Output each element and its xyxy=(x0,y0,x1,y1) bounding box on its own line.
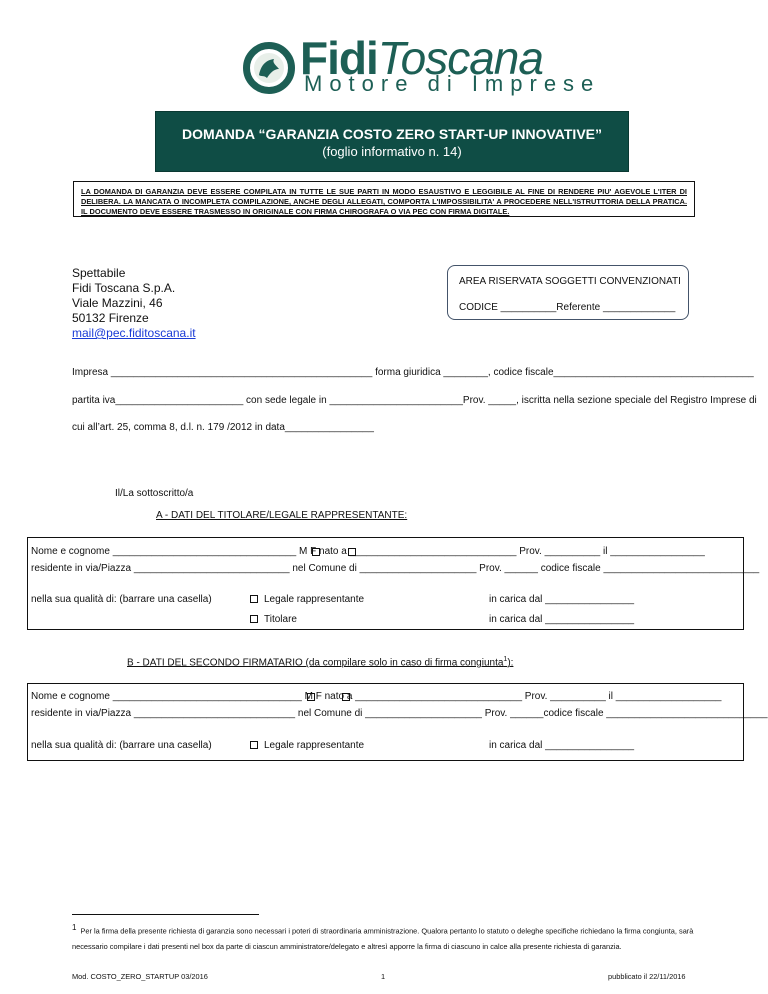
section-b-since-1[interactable]: in carica dal ________________ xyxy=(489,740,635,751)
section-a-row-1[interactable]: Nome e cognome _________________________________ M F nato a ______________________________ Prov. __________ il _________________ xyxy=(31,546,705,557)
footer-page-number: 1 xyxy=(381,972,386,981)
section-a-female-checkbox[interactable] xyxy=(348,548,356,556)
title-banner xyxy=(155,111,629,172)
addressee-street: Viale Mazzini, 46 xyxy=(72,296,163,310)
logo-emblem-icon xyxy=(243,42,295,94)
logo-wordmark: FidiToscana xyxy=(300,32,543,84)
checkbox-legal-representative[interactable] xyxy=(250,595,258,603)
reserved-code-field[interactable]: CODICE __________Referente _____________ xyxy=(459,302,676,313)
section-a-role-label: nella sua qualità di: (barrare una casella) xyxy=(31,594,212,605)
company-line-2[interactable]: partita iva_______________________ con sede legale in ________________________Prov. _____, iscritta nella sezione speciale del Registro Imprese di xyxy=(72,395,757,406)
addressee-email-link[interactable]: mail@pec.fiditoscana.it xyxy=(72,326,196,340)
signatory-intro: Il/La sottoscritto/a xyxy=(115,488,194,499)
page-title: DOMANDA “GARANZIA COSTO ZERO START-UP INNOVATIVE” xyxy=(181,126,602,142)
checkbox-owner[interactable] xyxy=(250,615,258,623)
section-a-male-checkbox[interactable] xyxy=(312,548,320,556)
notice-text: LA DOMANDA DI GARANZIA DEVE ESSERE COMPILATA IN TUTTE LE SUE PARTI IN MODO ESAUSTIVO E LEGGIBILE AL FINE DI RENDERE PIU' AGEVOLE L'ITER DI DELIBERA. LA MANCATA O INCOMPLETA COMPILAZIONE, ANCHE DEGLI ALLEGATI, COMPORTA L'IMPOSSIBILITA' A PROCEDERE NELL'ISTRUTTORIA DELLA PRATICA. IL DOCUMENTO DEVE ESSERE TRASMESSO IN ORIGINALE CON FIRMA CHIROGRAFA O VIA PEC CON FIRMA DIGITALE. xyxy=(81,187,687,216)
section-a-option-legal[interactable]: Legale rappresentante xyxy=(250,594,364,605)
footer-published-date: pubblicato il 22/11/2016 xyxy=(608,972,686,981)
section-a-since-2[interactable]: in carica dal ________________ xyxy=(489,614,635,625)
section-a-heading: A - DATI DEL TITOLARE/LEGALE RAPPRESENTANTE: xyxy=(156,510,408,521)
footnote-divider xyxy=(72,914,259,915)
footer-model-code: Mod. COSTO_ZERO_STARTUP 03/2016 xyxy=(72,972,208,981)
reserved-area-title: AREA RISERVATA SOGGETTI CONVENZIONATI xyxy=(459,276,681,287)
section-b-heading: B - DATI DEL SECONDO FIRMATARIO (da compilare solo in caso di firma congiunta$^1$): xyxy=(127,656,514,669)
section-b-female-checkbox[interactable] xyxy=(342,693,350,701)
section-b-role-label: nella sua qualità di: (barrare una casella) xyxy=(31,740,212,751)
reserved-area-box xyxy=(447,265,689,320)
section-a-row-2[interactable]: residente in via/Piazza ____________________________ nel Comune di _____________________ Prov. ______ codice fiscale ____________________________ xyxy=(31,563,760,574)
section-a-option-owner[interactable]: Titolare xyxy=(250,614,297,625)
notice-box xyxy=(73,181,695,217)
section-b-male-checkbox[interactable] xyxy=(307,693,315,701)
company-line-3[interactable]: cui all’art. 25, comma 8, d.l. n. 179 /2012 in data________________ xyxy=(72,422,374,433)
checkbox-b-legal-representative[interactable] xyxy=(250,741,258,749)
section-a-since-1[interactable]: in carica dal ________________ xyxy=(489,594,635,605)
section-b-option-legal[interactable]: Legale rappresentante xyxy=(250,740,364,751)
addressee-block xyxy=(72,266,196,341)
logo-motto: Motore di Imprese xyxy=(304,71,601,96)
section-b-row-1[interactable]: Nome e cognome __________________________________ M F nato a ______________________________ Prov. __________ il ___________________ xyxy=(31,691,722,702)
section-a-box xyxy=(27,537,760,630)
page-subtitle: (foglio informativo n. 14) xyxy=(322,144,462,159)
addressee-city: 50132 Firenze xyxy=(72,311,149,325)
section-b-row-2[interactable]: residente in via/Piazza _____________________________ nel Comune di _____________________ Prov. ______codice fiscale _____________________________ xyxy=(31,708,768,719)
addressee-salutation: Spettabile xyxy=(72,266,126,280)
footnote: $^1$ Per la firma della presente richiesta di garanzia sono necessari i poteri di straordinaria amministrazione. Qualora pertanto lo statuto o deleghe specifiche richiedano la firma congiunta, sarà necessario compilare i dati presenti nel box da parte di ciascun amministratore/delegato e altresì apporre la firma di ciascuno in calce alla presente richiesta di garanzia. xyxy=(72,923,694,952)
addressee-company: Fidi Toscana S.p.A. xyxy=(72,281,176,295)
section-b-box xyxy=(27,683,768,761)
company-line-1[interactable]: Impresa _______________________________________________ forma giuridica ________, codice fiscale____________________________________ xyxy=(72,367,754,378)
